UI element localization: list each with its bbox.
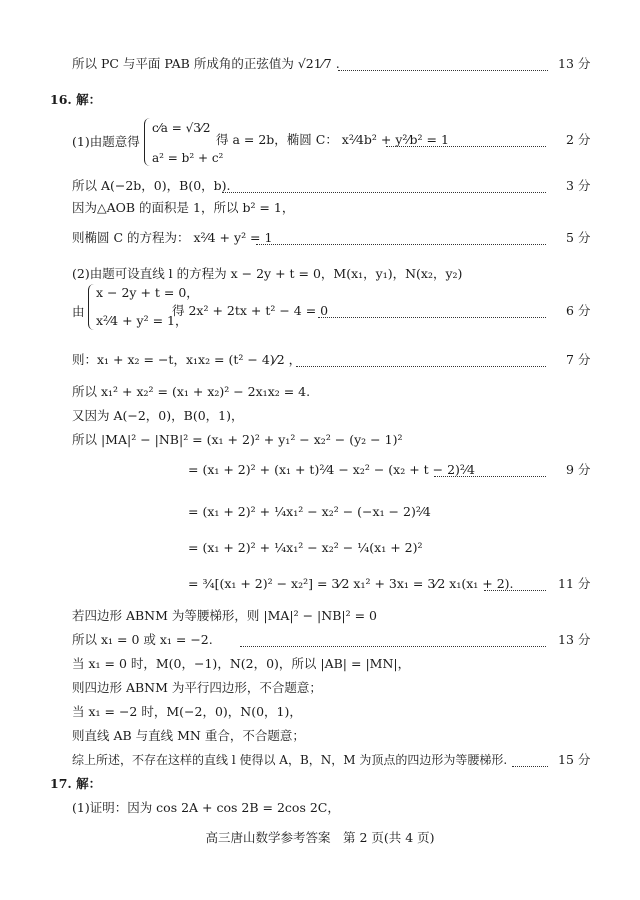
score-9: 9 分 xyxy=(566,462,591,477)
case-1-conclusion: 则四边形 ABNM 为平行四边形，不合题意； xyxy=(72,680,322,695)
system-brace xyxy=(144,118,151,166)
case-2-line: 当 x₁ = −2 时，M(−2，0)，N(0，1)， xyxy=(72,704,302,719)
score-3: 3 分 xyxy=(566,178,591,193)
case-2-conclusion: 则直线 AB 与直线 MN 重合，不合题意； xyxy=(72,728,305,743)
part1-result: 得 a = 2b，椭圆 C： x²⁄4b² + y²⁄b² = 1 xyxy=(216,132,449,147)
summary-line: 综上所述，不存在这样的直线 l 使得以 A，B，N，M 为顶点的四边形为等腰梯形. xyxy=(72,753,508,767)
score-5: 5 分 xyxy=(566,230,591,245)
score-7: 7 分 xyxy=(566,352,591,367)
ma-nb-line: 所以 |MA|² − |NB|² = (x₁ + 2)² + y₁² − x₂² − (y₂ − 1)² xyxy=(72,432,403,447)
part2-sys-eq-2: x²⁄4 + y² = 1， xyxy=(96,313,188,328)
part2-sys-eq-1: x − 2y + t = 0， xyxy=(96,285,199,300)
leader-dots xyxy=(256,244,546,245)
points-ab-line: 所以 A(−2b，0)，B(0，b). xyxy=(72,178,231,193)
system-eq-2: a² = b² + c² xyxy=(152,151,224,165)
part2-setup: (2)由题可设直线 l 的方程为 x − 2y + t = 0，M(x₁，y₁)，N(x₂，y₂) xyxy=(72,266,463,281)
leader-dots xyxy=(240,646,546,647)
score-13a: 13 分 xyxy=(558,56,591,71)
question-16-header: 16. 解： xyxy=(50,92,102,107)
step-3-line: = (x₁ + 2)² + ¼x₁² − x₂² − (−x₁ − 2)²⁄4 xyxy=(188,504,431,519)
again-ab-line: 又因为 A(−2，0)，B(0，1)， xyxy=(72,408,244,423)
area-line: 因为△AOB 的面积是 1，所以 b² = 1， xyxy=(72,200,295,215)
score-2: 2 分 xyxy=(566,132,591,147)
part2-sys-result: 得 2x² + 2tx + t² − 4 = 0 xyxy=(172,303,329,318)
ellipse-line: 则椭圆 C 的方程为： x²⁄4 + y² = 1 xyxy=(72,230,273,245)
system-brace xyxy=(88,284,95,330)
case-1-line: 当 x₁ = 0 时，M(0，−1)，N(2，0)，所以 |AB| = |MN|， xyxy=(72,656,411,671)
leader-dots xyxy=(484,590,546,591)
vieta-line: 则：x₁ + x₂ = −t，x₁x₂ = (t² − 4)⁄2 ， xyxy=(72,352,302,367)
score-11: 11 分 xyxy=(558,576,591,591)
leader-dots xyxy=(434,476,546,477)
question-17-header: 17. 解： xyxy=(50,776,102,791)
leader-dots xyxy=(386,146,546,147)
part1-label: (1)由题意得 xyxy=(72,134,140,149)
pc-sine-line: 所以 PC 与平面 PAB 所成角的正弦值为 √21⁄7 . xyxy=(72,56,340,71)
system-eq-1: c⁄a = √3⁄2 xyxy=(152,121,211,135)
step-2-line: = (x₁ + 2)² + (x₁ + t)²⁄4 − x₂² − (x₂ + t − 2)²⁄4 xyxy=(188,462,475,477)
trapezoid-condition: 若四边形 ABNM 为等腰梯形，则 |MA|² − |NB|² = 0 xyxy=(72,608,377,623)
score-6: 6 分 xyxy=(566,303,591,318)
roots-line: 所以 x₁ = 0 或 x₁ = −2. xyxy=(72,632,213,647)
part2-sys-label: 由 xyxy=(72,304,85,319)
leader-dots xyxy=(512,766,548,767)
sum-squares-line: 所以 x₁² + x₂² = (x₁ + x₂)² − 2x₁x₂ = 4. xyxy=(72,384,311,399)
page-footer: 高三唐山数学参考答案 第 2 页(共 4 页) xyxy=(205,830,435,845)
score-15: 15 分 xyxy=(558,752,591,767)
step-5-line: = ¾[(x₁ + 2)² − x₂²] = 3⁄2 x₁² + 3x₁ = 3⁄2 x₁(x₁ + 2). xyxy=(188,576,514,591)
leader-dots xyxy=(222,192,546,193)
leader-dots xyxy=(338,70,548,71)
leader-dots xyxy=(296,366,546,367)
q17-proof-line: (1)证明：因为 cos 2A + cos 2B = 2cos 2C， xyxy=(72,800,340,815)
score-13b: 13 分 xyxy=(558,632,591,647)
leader-dots xyxy=(318,317,546,318)
step-4-line: = (x₁ + 2)² + ¼x₁² − x₂² − ¼(x₁ + 2)² xyxy=(188,540,423,555)
